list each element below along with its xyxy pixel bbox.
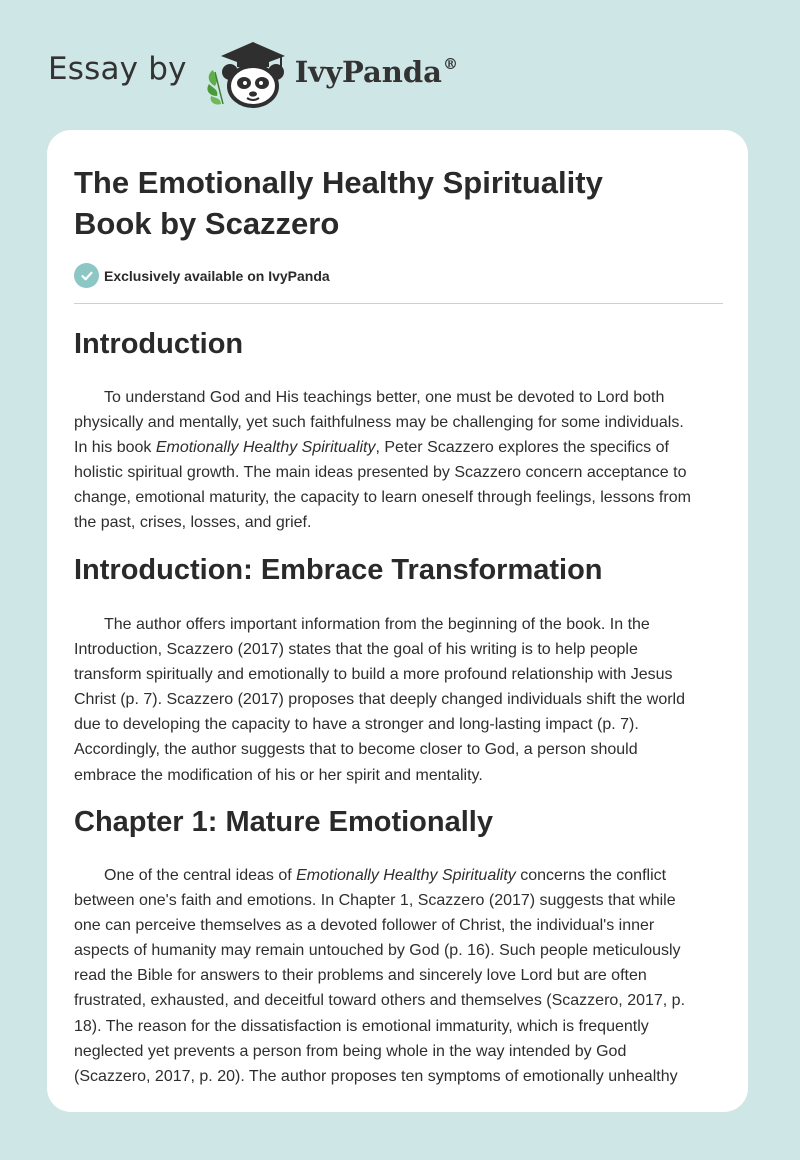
ivypanda-brand-name[interactable]: IvyPanda® — [294, 55, 458, 89]
ivypanda-panda-logo-icon[interactable] — [201, 34, 293, 108]
exclusive-badge — [74, 263, 330, 288]
paragraph-line: 18). The reason for the dissatisfaction is emotional immaturity, which is frequently — [74, 1017, 649, 1035]
site-header — [48, 34, 458, 108]
paragraph-line: read the Bible for answers to their problems and sincerely love Lord but are often — [74, 967, 647, 985]
paragraph-line: the past, crises, losses, and grief. — [74, 514, 312, 532]
essay-by-label: Essay by — [48, 51, 187, 87]
paragraph-line: The author offers important information from the beginning of the book. In the — [104, 616, 650, 633]
book-title-italic: Emotionally Healthy Spirituality — [155, 439, 376, 457]
paragraph-line: one can perceive themselves as a devoted follower of Christ, the individual's inner — [74, 917, 655, 935]
section-paragraph-embrace-transformation — [74, 612, 724, 788]
title-line: The Emotionally Healthy Spirituality — [74, 165, 603, 200]
paragraph-line: neglected yet prevents a person from being whole in the way intended by God — [74, 1042, 627, 1060]
paragraph-line: (Scazzero, 2017, p. 20). The author proposes ten symptoms of emotionally unhealthy — [74, 1067, 678, 1085]
section-paragraph-mature-emotionally — [74, 863, 724, 1089]
paragraph-line: Introduction, Scazzero (2017) states that the goal of his writing is to help people — [74, 641, 638, 659]
exclusive-label: Exclusively available on IvyPanda — [104, 267, 330, 284]
divider — [74, 303, 723, 304]
paragraph-line: frustrated, exhausted, and deceitful toward others and themselves (Scazzero, 2017, p. — [74, 992, 686, 1010]
paragraph-line: To understand God and His teachings better, one must be devoted to Lord both — [104, 389, 665, 406]
paragraph-line: holistic spiritual growth. The main ideas presented by Scazzero concern acceptance to — [74, 464, 687, 482]
section-heading-mature-emotionally: Chapter 1: Mature Emotionally — [74, 806, 493, 838]
paragraph-line: In his book Emotionally Healthy Spirituality, Peter Scazzero explores the specifics of — [74, 439, 669, 457]
paragraph-line: due to developing the capacity to have a stronger and long-lasting impact (p. 7). — [74, 716, 639, 734]
paragraph-line: transform spiritually and emotionally to build a more profound relationship with Jesus — [74, 666, 673, 684]
section-heading-introduction: Introduction — [74, 328, 244, 360]
paragraph-line: change, emotional maturity, the capacity to learn oneself through feelings, lessons from — [74, 489, 691, 507]
checkmark-icon — [74, 263, 99, 288]
essay-card — [47, 130, 748, 1112]
paragraph-line: between one's faith and emotions. In Chapter 1, Scazzero (2017) suggests that while — [74, 892, 676, 910]
book-title-italic: Emotionally Healthy Spirituality — [296, 867, 516, 884]
paragraph-line: embrace the modification of his or her spirit and mentality. — [74, 766, 483, 784]
section-heading-embrace-transformation: Introduction: Embrace Transformation — [74, 554, 603, 586]
paragraph-line: Christ (p. 7). Scazzero (2017) proposes that deeply changed individuals shift the world — [74, 691, 685, 709]
paragraph-line: Accordingly, the author suggests that to become closer to God, a person should — [74, 741, 638, 759]
paragraph-line: physically and mentally, yet such faithfulness may be challenging for some individuals. — [74, 414, 684, 432]
paragraph-line: aspects of humanity may remain untouched by God (p. 16). Such people meticulously — [74, 942, 681, 960]
title-line: Book by Scazzero — [74, 206, 340, 241]
paragraph-line: One of the central ideas of Emotionally Healthy Spirituality concerns the conflict — [104, 867, 667, 884]
essay-title — [74, 162, 714, 244]
registered-mark: ® — [442, 55, 458, 73]
section-paragraph-introduction — [74, 385, 724, 536]
